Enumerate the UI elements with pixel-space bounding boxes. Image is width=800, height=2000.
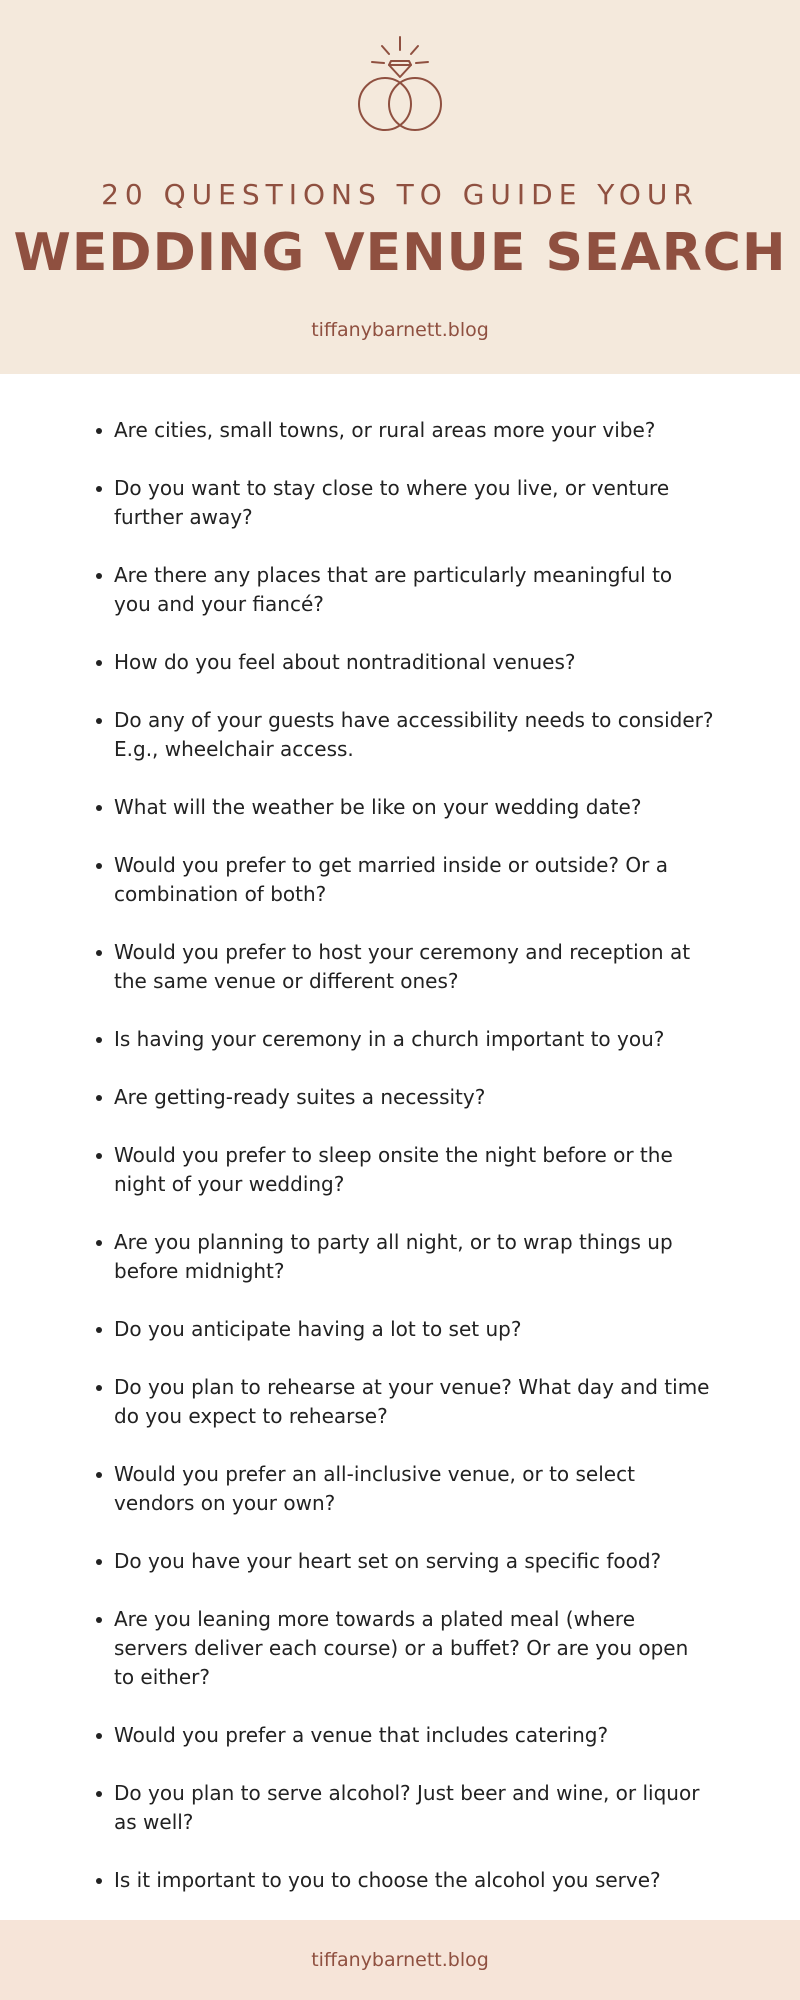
question-item: Do you want to stay close to where you live, or venture further away? xyxy=(114,474,714,532)
site-link-bottom[interactable]: tiffanybarnett.blog xyxy=(311,1949,489,1971)
question-item: Do you plan to serve alcohol? Just beer and wine, or liquor as well? xyxy=(114,1779,714,1837)
question-list xyxy=(0,374,714,1895)
question-item: Is having your ceremony in a church important to you? xyxy=(114,1025,714,1054)
question-item: Would you prefer to host your ceremony and reception at the same venue or different ones? xyxy=(114,938,714,996)
question-item: Are you leaning more towards a plated meal (where servers deliver each course) or a buffet? Or are you open to either? xyxy=(114,1605,714,1692)
question-item: Would you prefer an all-inclusive venue, or to select vendors on your own? xyxy=(114,1460,714,1518)
question-item: Would you prefer a venue that includes catering? xyxy=(114,1721,714,1750)
question-item: Would you prefer to sleep onsite the night before or the night of your wedding? xyxy=(114,1141,714,1199)
question-item: Do you anticipate having a lot to set up? xyxy=(114,1315,714,1344)
question-item: Do you have your heart set on serving a specific food? xyxy=(114,1547,714,1576)
footer xyxy=(0,1920,800,2000)
page-title: WEDDING VENUE SEARCH xyxy=(13,223,787,283)
question-item: Are there any places that are particularly meaningful to you and your fiancé? xyxy=(114,561,714,619)
header xyxy=(0,0,800,374)
questions-section xyxy=(0,374,800,1920)
question-item: Do any of your guests have accessibility needs to consider? E.g., wheelchair access. xyxy=(114,706,714,764)
site-link-top[interactable]: tiffanybarnett.blog xyxy=(311,319,489,341)
question-item: Do you plan to rehearse at your venue? What day and time do you expect to rehearse? xyxy=(114,1373,714,1431)
question-item: Are cities, small towns, or rural areas more your vibe? xyxy=(114,416,714,445)
question-item: Is it important to you to choose the alcohol you serve? xyxy=(114,1866,714,1895)
question-item: Would you prefer to get married inside or outside? Or a combination of both? xyxy=(114,851,714,909)
subtitle: 20 QUESTIONS TO GUIDE YOUR xyxy=(101,178,699,211)
question-item: Are getting-ready suites a necessity? xyxy=(114,1083,714,1112)
question-item: Are you planning to party all night, or to wrap things up before midnight? xyxy=(114,1228,714,1286)
question-item: What will the weather be like on your wedding date? xyxy=(114,793,714,822)
question-item: How do you feel about nontraditional venues? xyxy=(114,648,714,677)
wedding-rings-icon xyxy=(344,34,456,136)
